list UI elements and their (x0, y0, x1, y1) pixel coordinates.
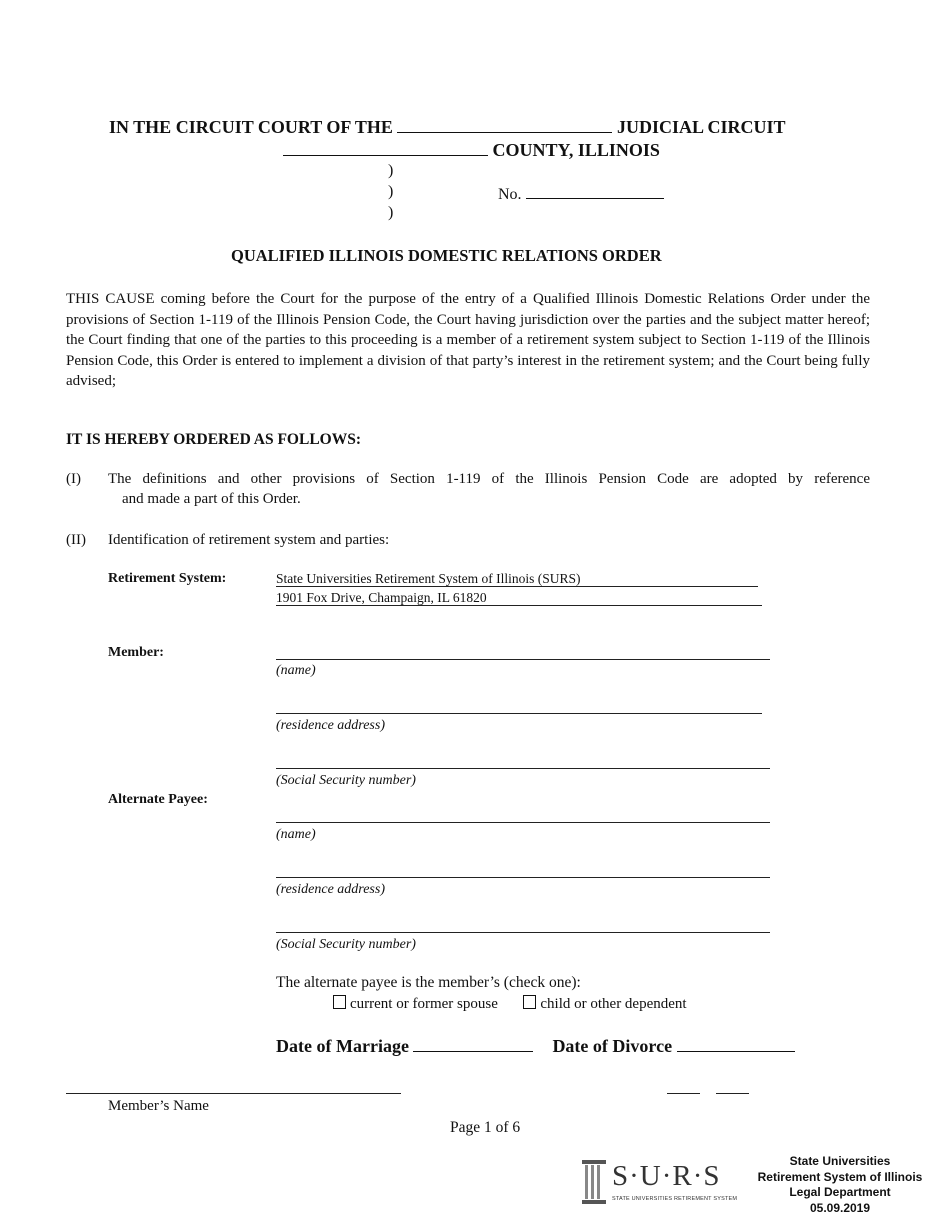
case-number (498, 182, 664, 204)
page-number: Page 1 of 6 (450, 1119, 521, 1136)
org-line3: Legal Department (789, 1185, 891, 1199)
logo-subtext: STATE UNIVERSITIES RETIREMENT SYSTEM (612, 1196, 738, 1202)
paren-1: ) (388, 162, 394, 179)
member-address-field[interactable] (276, 713, 762, 714)
dates-row (276, 1035, 795, 1057)
retirement-system-address: 1901 Fox Drive, Champaign, IL 61820 (276, 590, 487, 605)
section-1-line1: The definitions and other provisions of Section 1-119 of the Illinois Pension Code are adopted by reference (108, 471, 870, 487)
surs-logo (580, 1158, 746, 1208)
retirement-system-name: State Universities Retirement System of Illinois (SURS) (276, 571, 581, 586)
retirement-system-label: Retirement System: (108, 571, 227, 586)
member-name-caption: (name) (276, 663, 316, 678)
case-no-blank[interactable] (526, 182, 664, 199)
section-1-number: (I) (66, 471, 81, 487)
org-line2: Retirement System of Illinois (757, 1169, 923, 1184)
divorce-date-label: Date of Divorce (552, 1036, 673, 1056)
child-option-label: child or other dependent (540, 996, 687, 1012)
section-2-number: (II) (66, 532, 86, 548)
member-label: Member: (108, 645, 164, 660)
county-text: COUNTY, ILLINOIS (492, 140, 660, 160)
spouse-checkbox[interactable] (333, 995, 346, 1009)
member-name-signature-line[interactable] (66, 1093, 401, 1094)
org-line1: State Universities (789, 1154, 891, 1168)
ordered-heading: IT IS HEREBY ORDERED AS FOLLOWS: (66, 431, 362, 448)
document-title: QUALIFIED ILLINOIS DOMESTIC RELATIONS ORDER (231, 246, 662, 265)
member-name-field[interactable] (276, 659, 770, 660)
retirement-system-address-underline (276, 605, 762, 606)
member-name-caption: Member’s Name (108, 1098, 209, 1114)
org-block (740, 1154, 940, 1216)
payee-name-field[interactable] (276, 822, 770, 823)
judicial-circuit-text: JUDICIAL CIRCUIT (616, 117, 786, 137)
court-heading-line2 (283, 139, 660, 161)
court-prefix: IN THE CIRCUIT COURT OF THE (109, 117, 393, 137)
org-date: 05.09.2019 (809, 1200, 871, 1215)
section-1-line2: and made a part of this Order. (122, 491, 301, 507)
child-checkbox[interactable] (523, 995, 536, 1009)
retirement-system-name-underline (276, 586, 758, 587)
initials-line-2[interactable] (716, 1093, 749, 1094)
paren-3: ) (388, 204, 394, 221)
member-address-caption: (residence address) (276, 718, 385, 733)
intro-paragraph: THIS CAUSE coming before the Court for the purpose of the entry of a Qualified Illinois Domestic Relations Order under the provisions of Section 1-119 of the Illinois Pension Code, the Court having jurisdiction over the parties and the subject matter hereof; the Court finding that one of the parties to this proceeding is a member of a retirement system subject to Section 1-119 of the Illinois Pension Code, this Order is entered to implement a division of that party’s interest in the retirement system; and the Court being fully advised; (66, 291, 870, 389)
case-no-label: No. (498, 186, 522, 203)
spouse-option-label: current or former spouse (350, 996, 498, 1012)
payee-ssn-caption: (Social Security number) (276, 937, 416, 952)
payee-ssn-field[interactable] (276, 932, 770, 933)
divorce-date-field[interactable] (677, 1035, 795, 1052)
county-blank[interactable] (283, 139, 488, 156)
logo-wordmark: S·U·R·S (612, 1160, 721, 1192)
member-ssn-field[interactable] (276, 768, 770, 769)
court-heading-line1 (109, 116, 785, 138)
member-ssn-caption: (Social Security number) (276, 773, 416, 788)
payee-address-caption: (residence address) (276, 882, 385, 897)
relationship-options (333, 995, 687, 1013)
circuit-blank[interactable] (397, 116, 612, 133)
paren-2: ) (388, 183, 394, 200)
marriage-date-label: Date of Marriage (276, 1036, 409, 1056)
marriage-date-field[interactable] (413, 1035, 533, 1052)
payee-address-field[interactable] (276, 877, 770, 878)
column-icon (580, 1158, 610, 1208)
section-2-text: Identification of retirement system and parties: (108, 532, 390, 548)
payee-name-caption: (name) (276, 827, 316, 842)
initials-line-1[interactable] (667, 1093, 700, 1094)
alternate-payee-label: Alternate Payee: (108, 792, 208, 807)
relationship-prompt: The alternate payee is the member’s (check one): (276, 974, 581, 991)
